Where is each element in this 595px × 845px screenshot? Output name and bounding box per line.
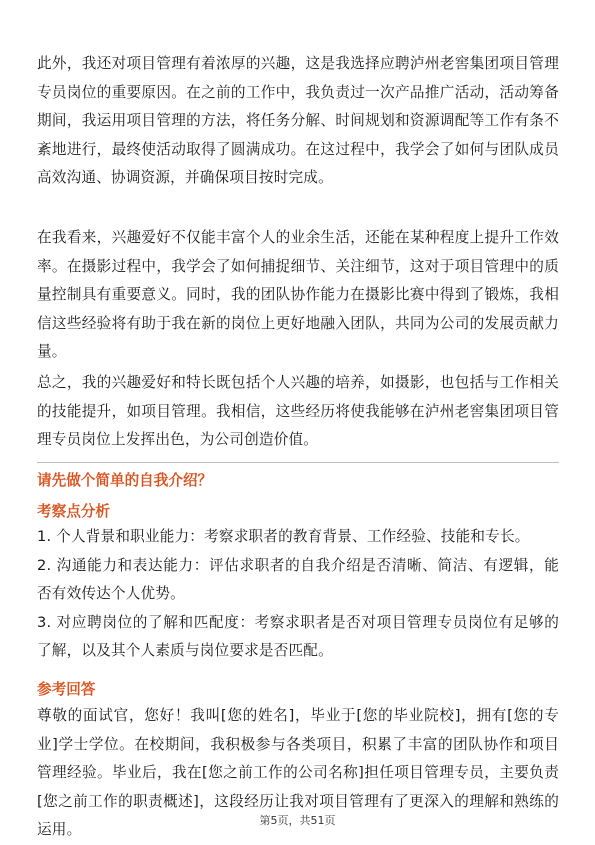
analysis-heading: 考察点分析: [37, 503, 110, 520]
body-paragraph-interest: 此外，我还对项目管理有着浓厚的兴趣，这是我选择应聘泸州老窖集团项目管理专员岗位的重要原因。在之前的工作中，我负责过一次产品推广活动，活动筹备期间，我运用项目管理的方法，将任务分解、时间规划和资源调配等工作有条不紊地进行，最终使活动取得了圆满成功。在这过程中，我学会了如何与团队成员高效沟通、协调资源，并确保项目按时完成。: [37, 55, 559, 186]
analysis-item: 3. 对应聘岗位的了解和匹配度：考察求职者是否对项目管理专员岗位有足够的了解，以及其个人素质与岗位要求是否匹配。: [37, 613, 559, 659]
question-title: 请先做个简单的自我介绍？: [37, 472, 213, 489]
body-paragraph-hobby-benefits: 在我看来，兴趣爱好不仅能丰富个人的业余生活，还能在某种程度上提升工作效率。在摄影过程中，我学会了如何捕捉细节、关注细节，这对于项目管理中的质量控制具有重要意义。同时，我的团队协作能力在摄影比赛中得到了锻炼，我相信这些经验将有助于我在新的岗位上更好地融入团队，共同为公司的发展贡献力量。: [37, 229, 559, 360]
analysis-item: 1. 个人背景和职业能力：考察求职者的教育背景、工作经验、技能和专长。: [37, 528, 530, 545]
analysis-list: [37, 523, 559, 666]
section-divider: [37, 462, 559, 463]
body-paragraph-summary: 总之，我的兴趣爱好和特长既包括个人兴趣的培养，如摄影，也包括与工作相关的技能提升，如项目管理。我相信，这些经历将使我能够在泸州老窖集团项目管理专员岗位上发挥出色，为公司创造价值。: [37, 374, 559, 448]
analysis-item: 2. 沟通能力和表达能力：评估求职者的自我介绍是否清晰、简洁、有逻辑，能否有效传达个人优势。: [37, 556, 559, 602]
answer-heading: 参考回答: [37, 681, 96, 698]
page-number: 第5页，共51页: [259, 814, 336, 827]
answer-paragraph: 尊敬的面试官，您好！我叫[您的姓名]，毕业于[您的毕业院校]，拥有[您的专业]学士学位。在校期间，我积极参与各类项目，积累了丰富的团队协作和项目管理经验。毕业后，我在[您之前工作的公司名称]担任项目管理专员，主要负责[您之前工作的职责概述]，这段经历让我对项目管理有了更深入的理解和熟练的运用。: [37, 707, 559, 838]
